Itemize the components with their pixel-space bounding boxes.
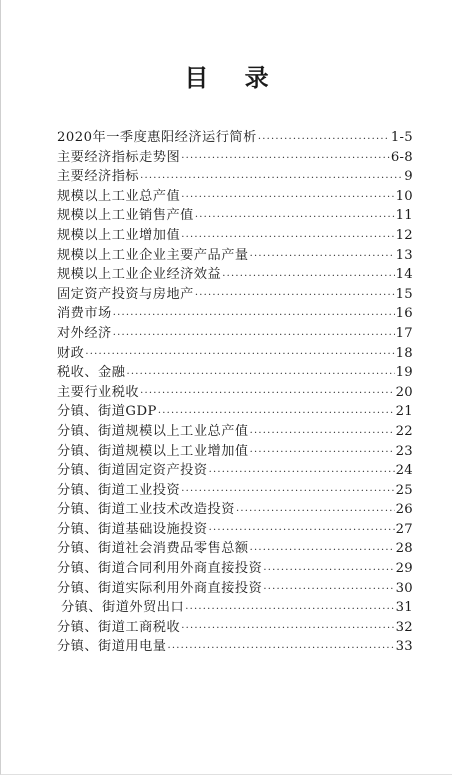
toc-entry-page: 13 [395, 247, 413, 263]
toc-entry-page: 14 [395, 267, 413, 283]
toc-leader-dots [181, 483, 394, 500]
toc-entry-label: 分镇、街道GDP [57, 404, 157, 420]
toc-leader-dots [222, 268, 394, 285]
toc-entry[interactable] [57, 324, 413, 344]
toc-leader-dots [250, 248, 395, 265]
toc-entry-page: 18 [395, 345, 413, 361]
toc-entry[interactable] [57, 481, 413, 501]
toc-entry-label: 固定资产投资与房地产 [57, 286, 194, 302]
toc-entry-label: 规模以上工业企业主要产品产量 [57, 247, 249, 263]
toc-entry-page: 20 [395, 384, 413, 400]
toc-entry[interactable] [57, 226, 413, 246]
toc-entry[interactable] [57, 500, 413, 520]
toc-entry-page: 26 [395, 502, 413, 518]
toc-entry[interactable] [57, 637, 413, 657]
toc-entry-page: 15 [395, 286, 413, 302]
toc-entry-label: 规模以上工业企业经济效益 [57, 267, 222, 283]
toc-entry-page: 9 [404, 169, 413, 185]
toc-entry[interactable] [57, 304, 413, 324]
toc-entry-label: 消费市场 [57, 306, 112, 322]
toc-leader-dots [263, 562, 394, 579]
toc-entry-page: 12 [395, 227, 413, 243]
toc-entry-page: 32 [395, 619, 413, 635]
toc-entry-label: 规模以上工业总产值 [57, 188, 181, 204]
toc-entry[interactable] [57, 539, 413, 559]
toc-entry-label: 分镇、街道实际利用外商直接投资 [57, 580, 263, 596]
toc-entry-label: 财政 [57, 345, 85, 361]
toc-entry[interactable] [57, 187, 413, 207]
toc-leader-dots [126, 366, 394, 383]
toc-entry-label: 主要行业税收 [57, 384, 140, 400]
toc-entry-page: 25 [395, 482, 413, 498]
toc-entry-label: 主要经济指标 [57, 169, 140, 185]
toc-entry-label: 分镇、街道工商税收 [57, 619, 181, 635]
toc-entry-label: 分镇、街道规模以上工业增加值 [57, 443, 249, 459]
toc-leader-dots [168, 640, 395, 657]
toc-entry[interactable] [57, 402, 413, 422]
toc-entry-label: 分镇、街道工业投资 [57, 482, 181, 498]
toc-entry-page: 31 [395, 600, 413, 616]
toc-entry-page: 30 [395, 580, 413, 596]
toc-entry[interactable] [57, 285, 413, 305]
toc-entry-page: 21 [395, 404, 413, 420]
toc-entry-label: 2020年一季度惠阳经济运行简析 [57, 130, 257, 145]
toc-leader-dots [181, 150, 390, 167]
toc-entry-page: 10 [395, 188, 413, 204]
toc-entry-label: 分镇、街道基础设施投资 [57, 521, 208, 537]
toc-entry[interactable] [57, 618, 413, 638]
toc-leader-dots [250, 444, 395, 461]
toc-entry-label: 规模以上工业销售产值 [57, 208, 194, 224]
toc-leader-dots [113, 327, 395, 344]
toc-entry-label: 分镇、街道合同利用外商直接投资 [57, 561, 263, 577]
toc-entry[interactable] [57, 559, 413, 579]
toc-entry-label: 主要经济指标走势图 [57, 149, 181, 165]
toc-entry[interactable] [57, 383, 413, 403]
toc-entry[interactable] [57, 128, 413, 148]
toc-entry-label: 分镇、街道外贸出口 [61, 600, 185, 616]
toc-entry-label: 分镇、街道工业技术改造投资 [57, 502, 235, 518]
toc-leader-dots [258, 131, 390, 148]
toc-entry-page: 33 [395, 639, 413, 655]
toc-entry-page: 16 [395, 306, 413, 322]
toc-entry[interactable] [57, 442, 413, 462]
toc-leader-dots [236, 503, 395, 520]
toc-entry-page: 19 [395, 365, 413, 381]
toc-leader-dots [185, 601, 394, 618]
toc-leader-dots [181, 189, 394, 206]
toc-entry-page: 1-5 [390, 130, 413, 145]
toc-leader-dots [263, 581, 394, 598]
toc-entry-label: 分镇、街道固定资产投资 [57, 463, 208, 479]
toc-leader-dots [195, 287, 395, 304]
toc-leader-dots [181, 620, 394, 637]
toc-entry-page: 24 [395, 463, 413, 479]
toc-entry[interactable] [57, 206, 413, 226]
toc-leader-dots [85, 346, 394, 363]
toc-entry-page: 6-8 [390, 149, 413, 165]
toc-leader-dots [209, 464, 395, 481]
toc-entry[interactable] [57, 344, 413, 364]
page-title: 目 录 [184, 64, 283, 92]
toc-leader-dots [140, 385, 394, 402]
toc-entry[interactable] [57, 598, 413, 618]
toc-leader-dots [209, 522, 395, 539]
toc-entry[interactable] [57, 520, 413, 540]
toc-leader-dots [250, 542, 395, 559]
toc-entry[interactable] [57, 579, 413, 599]
toc-entry-page: 22 [395, 423, 413, 439]
toc-entry[interactable] [57, 461, 413, 481]
toc-entry[interactable] [57, 167, 413, 187]
toc-entry-page: 27 [395, 521, 413, 537]
table-of-contents [57, 128, 413, 657]
toc-leader-dots [113, 307, 395, 324]
toc-entry[interactable] [57, 246, 413, 266]
toc-leader-dots [140, 170, 403, 187]
toc-leader-dots [195, 209, 395, 226]
toc-entry-label: 分镇、街道规模以上工业总产值 [57, 423, 249, 439]
toc-entry[interactable] [57, 148, 413, 168]
toc-entry-page: 29 [395, 561, 413, 577]
toc-leader-dots [250, 425, 395, 442]
toc-entry-label: 税收、金融 [57, 365, 126, 381]
toc-entry-label: 分镇、街道用电量 [57, 639, 167, 655]
toc-leader-dots [158, 405, 395, 422]
toc-entry[interactable] [57, 422, 413, 442]
toc-entry-page: 23 [395, 443, 413, 459]
toc-leader-dots [181, 229, 394, 246]
toc-entry[interactable] [57, 265, 413, 285]
toc-entry-page: 17 [395, 325, 413, 341]
toc-entry-page: 11 [395, 208, 413, 224]
toc-entry-page: 28 [395, 541, 413, 557]
toc-entry-label: 规模以上工业增加值 [57, 227, 181, 243]
toc-entry-label: 分镇、街道社会消费品零售总额 [57, 541, 249, 557]
toc-entry[interactable] [57, 363, 413, 383]
toc-entry-label: 对外经济 [57, 325, 112, 341]
